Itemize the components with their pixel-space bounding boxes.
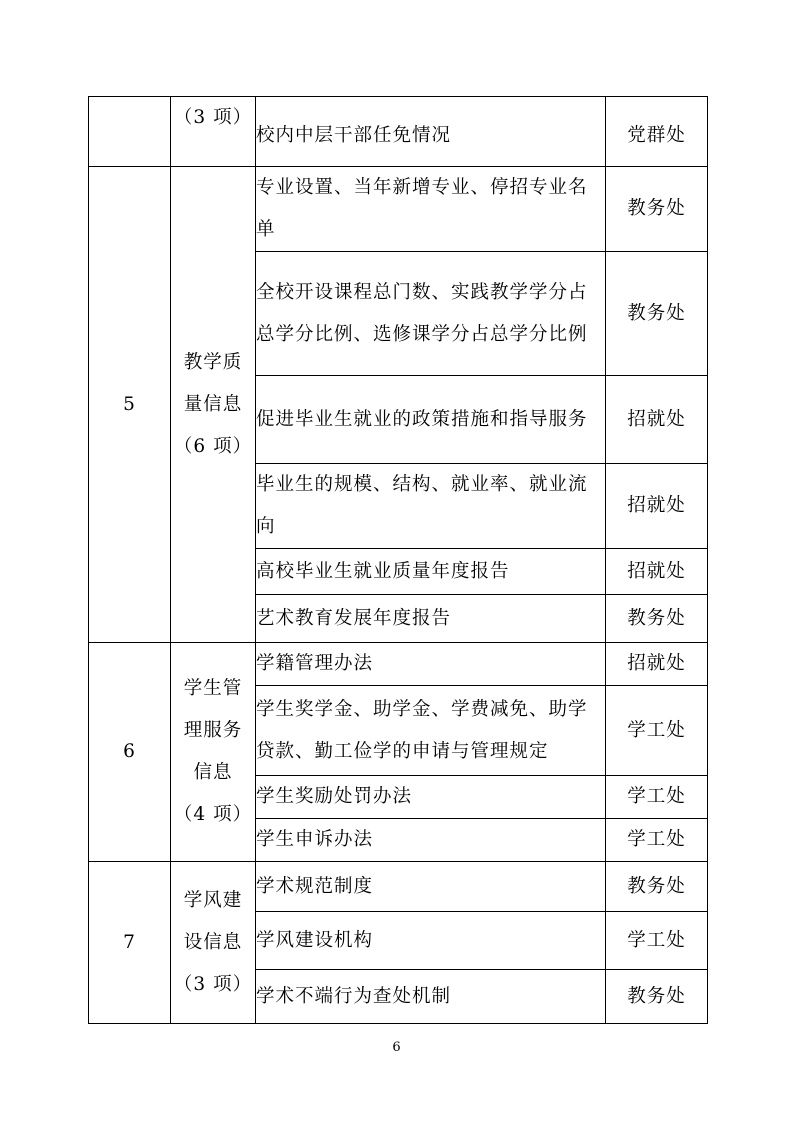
department-cell: 学工处 — [606, 686, 708, 776]
row-number-cell: 6 — [89, 643, 171, 862]
item-cell: 学术规范制度 — [256, 862, 606, 912]
item-cell: 高校毕业生就业质量年度报告 — [256, 549, 606, 595]
category-line: 学风建 — [183, 889, 243, 911]
category-line: 信息 — [193, 762, 233, 783]
table-row — [89, 862, 708, 912]
item-cell: 学术不端行为查处机制 — [256, 970, 606, 1024]
category-cell — [171, 643, 256, 862]
item-cell: 学风建设机构 — [256, 912, 606, 970]
category-line: 量信息 — [183, 393, 243, 415]
department-cell: 教务处 — [606, 252, 708, 376]
page-number: 6 — [392, 1040, 401, 1055]
category-cell — [171, 167, 256, 643]
category-line: （3 项） — [173, 973, 253, 995]
item-cell: 专业设置、当年新增专业、停招专业名单 — [256, 167, 606, 252]
department-cell: 教务处 — [606, 167, 708, 252]
department-cell: 学工处 — [606, 912, 708, 970]
item-cell: 促进毕业生就业的政策措施和指导服务 — [256, 376, 606, 464]
department-cell: 学工处 — [606, 776, 708, 819]
item-cell: 学生奖学金、助学金、学费减免、助学贷款、勤工俭学的申请与管理规定 — [256, 686, 606, 776]
table-body — [89, 97, 708, 1024]
item-cell: 艺术教育发展年度报告 — [256, 595, 606, 643]
disclosure-table — [88, 96, 708, 1024]
department-cell: 党群处 — [606, 97, 708, 167]
category-line: 设信息 — [183, 931, 243, 953]
department-cell: 招就处 — [606, 376, 708, 464]
category-line: 学生管 — [183, 678, 243, 699]
category-line: （3 项） — [173, 107, 253, 128]
item-cell: 学生申诉办法 — [256, 819, 606, 862]
category-line: （4 项） — [173, 804, 253, 825]
department-cell: 教务处 — [606, 970, 708, 1024]
table-row — [89, 643, 708, 686]
category-cell — [171, 97, 256, 167]
table-row — [89, 97, 708, 167]
category-line: 教学质 — [183, 351, 243, 373]
item-cell: 全校开设课程总门数、实践教学学分占总学分比例、选修课学分占总学分比例 — [256, 252, 606, 376]
table-row — [89, 167, 708, 252]
department-cell: 教务处 — [606, 862, 708, 912]
item-cell: 学生奖励处罚办法 — [256, 776, 606, 819]
category-line: （6 项） — [173, 435, 253, 457]
row-number-cell: 7 — [89, 862, 171, 1024]
department-cell: 学工处 — [606, 819, 708, 862]
category-line: 理服务 — [183, 720, 243, 741]
category-cell — [171, 862, 256, 1024]
item-cell: 毕业生的规模、结构、就业率、就业流向 — [256, 464, 606, 549]
row-number-cell: 5 — [89, 167, 171, 643]
row-number-cell — [89, 97, 171, 167]
item-cell: 学籍管理办法 — [256, 643, 606, 686]
department-cell: 招就处 — [606, 643, 708, 686]
department-cell: 招就处 — [606, 549, 708, 595]
department-cell: 招就处 — [606, 464, 708, 549]
item-cell: 校内中层干部任免情况 — [256, 97, 606, 167]
department-cell: 教务处 — [606, 595, 708, 643]
